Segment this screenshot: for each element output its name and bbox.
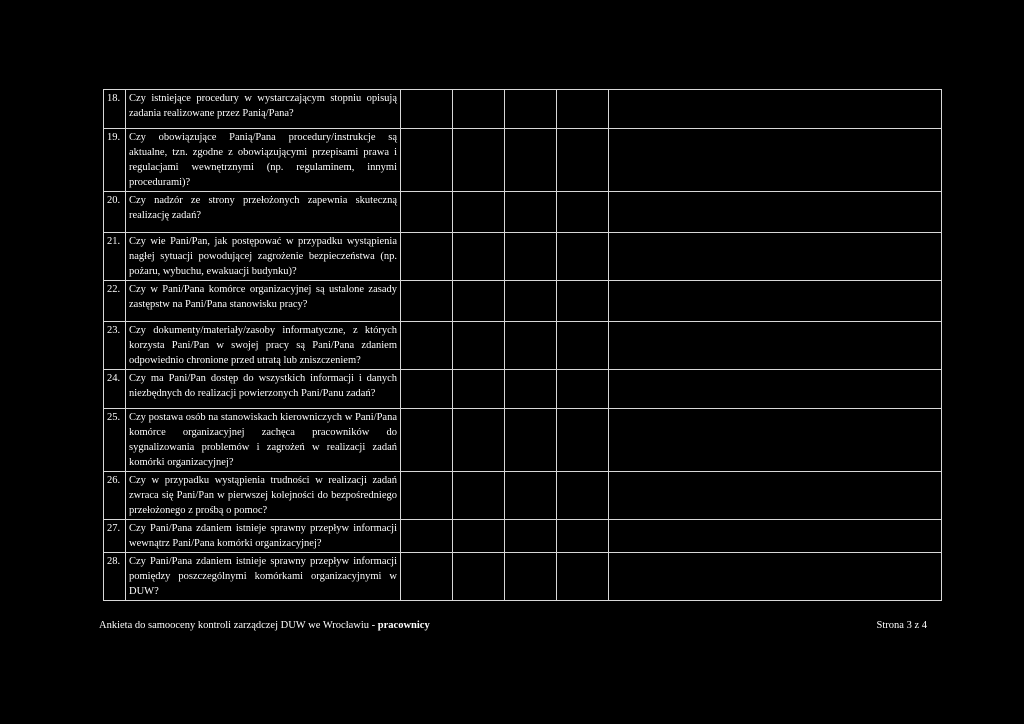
question-row [104,322,942,370]
comment-cell[interactable] [609,192,942,233]
question-number: 18. [104,90,126,129]
footer-title-text: Ankieta do samooceny kontroli zarządczej DUW we Wrocławiu - [99,620,378,631]
comment-cell[interactable] [609,520,942,553]
question-number: 24. [104,370,126,409]
question-text: Czy nadzór ze strony przełożonych zapewnia skuteczną realizację zadań? [126,192,401,233]
question-number: 28. [104,553,126,601]
question-row [104,192,942,233]
answer-checkbox-cell[interactable] [505,370,557,409]
answer-checkbox-cell[interactable] [401,233,453,281]
answer-checkbox-cell[interactable] [453,520,505,553]
question-number: 21. [104,233,126,281]
question-text: Czy obowiązujące Panią/Pana procedury/instrukcje są aktualne, tzn. zgodne z obowiązującymi przepisami prawa i regulacjami wewnętrznymi (np. regulaminem, innymi procedurami)? [126,129,401,192]
question-number: 26. [104,472,126,520]
answer-checkbox-cell[interactable] [557,192,609,233]
answer-checkbox-cell[interactable] [505,90,557,129]
question-text: Czy ma Pani/Pan dostęp do wszystkich informacji i danych niezbędnych do realizacji powierzonych Pani/Panu zadań? [126,370,401,409]
question-row [104,553,942,601]
question-text: Czy wie Pani/Pan, jak postępować w przypadku wystąpienia nagłej sytuacji powodującej zagrożenie bezpieczeństwa (np. pożaru, wybuchu, ewakuacji budynku)? [126,233,401,281]
answer-checkbox-cell[interactable] [505,322,557,370]
answer-checkbox-cell[interactable] [401,322,453,370]
question-row [104,520,942,553]
answer-checkbox-cell[interactable] [401,281,453,322]
answer-checkbox-cell[interactable] [505,520,557,553]
question-text: Czy w Pani/Pana komórce organizacyjnej są ustalone zasady zastępstw na Pani/Pana stanowisku pracy? [126,281,401,322]
answer-checkbox-cell[interactable] [505,192,557,233]
footer-document-title [99,620,430,631]
answer-checkbox-cell[interactable] [453,192,505,233]
comment-cell[interactable] [609,233,942,281]
answer-checkbox-cell[interactable] [401,520,453,553]
comment-cell[interactable] [609,553,942,601]
answer-checkbox-cell[interactable] [401,90,453,129]
question-text: Czy istniejące procedury w wystarczającym stopniu opisują zadania realizowane przez Panią/Pana? [126,90,401,129]
comment-cell[interactable] [609,281,942,322]
footer-title-bold: pracownicy [377,620,430,631]
footer-page-number: Strona 3 z 4 [876,620,927,631]
answer-checkbox-cell[interactable] [557,553,609,601]
comment-cell[interactable] [609,472,942,520]
answer-checkbox-cell[interactable] [557,520,609,553]
question-row [104,409,942,472]
question-row [104,129,942,192]
question-row [104,472,942,520]
question-number: 20. [104,192,126,233]
answer-checkbox-cell[interactable] [453,233,505,281]
answer-checkbox-cell[interactable] [453,129,505,192]
answer-checkbox-cell[interactable] [453,409,505,472]
answer-checkbox-cell[interactable] [401,553,453,601]
comment-cell[interactable] [609,370,942,409]
answer-checkbox-cell[interactable] [557,322,609,370]
answer-checkbox-cell[interactable] [557,409,609,472]
answer-checkbox-cell[interactable] [453,90,505,129]
answer-checkbox-cell[interactable] [557,129,609,192]
comment-cell[interactable] [609,90,942,129]
answer-checkbox-cell[interactable] [505,129,557,192]
question-number: 25. [104,409,126,472]
question-text: Czy Pani/Pana zdaniem istnieje sprawny przepływ informacji pomiędzy poszczególnymi komórkami organizacyjnymi w DUW? [126,553,401,601]
answer-checkbox-cell[interactable] [401,472,453,520]
answer-checkbox-cell[interactable] [557,370,609,409]
question-text: Czy dokumenty/materiały/zasoby informatyczne, z których korzysta Pani/Pan w swojej pracy są Pani/Pana zdaniem odpowiednio chronione przed utratą lub zniszczeniem? [126,322,401,370]
answer-checkbox-cell[interactable] [401,129,453,192]
question-text: Czy Pani/Pana zdaniem istnieje sprawny przepływ informacji wewnątrz Pani/Pana komórki organizacyjnej? [126,520,401,553]
answer-checkbox-cell[interactable] [453,472,505,520]
answer-checkbox-cell[interactable] [505,281,557,322]
answer-checkbox-cell[interactable] [505,553,557,601]
question-number: 19. [104,129,126,192]
answer-checkbox-cell[interactable] [505,233,557,281]
answer-checkbox-cell[interactable] [453,553,505,601]
comment-cell[interactable] [609,322,942,370]
answer-checkbox-cell[interactable] [453,370,505,409]
question-text: Czy w przypadku wystąpienia trudności w realizacji zadań zwraca się Pani/Pan w pierwszej kolejności do bezpośredniego przełożonego z prośbą o pomoc? [126,472,401,520]
question-text: Czy postawa osób na stanowiskach kierowniczych w Pani/Pana komórce organizacyjnej zachęca pracowników do sygnalizowania problemów i zagrożeń w realizacji zadań komórki organizacyjnej? [126,409,401,472]
answer-checkbox-cell[interactable] [401,192,453,233]
comment-cell[interactable] [609,409,942,472]
answer-checkbox-cell[interactable] [505,472,557,520]
answer-checkbox-cell[interactable] [557,281,609,322]
question-number: 22. [104,281,126,322]
answer-checkbox-cell[interactable] [505,409,557,472]
answer-checkbox-cell[interactable] [401,370,453,409]
answer-checkbox-cell[interactable] [453,281,505,322]
question-row [104,90,942,129]
answer-checkbox-cell[interactable] [453,322,505,370]
survey-table [103,89,942,601]
question-row [104,233,942,281]
answer-checkbox-cell[interactable] [401,409,453,472]
question-row [104,370,942,409]
answer-checkbox-cell[interactable] [557,90,609,129]
comment-cell[interactable] [609,129,942,192]
question-number: 23. [104,322,126,370]
answer-checkbox-cell[interactable] [557,472,609,520]
answer-checkbox-cell[interactable] [557,233,609,281]
question-row [104,281,942,322]
question-number: 27. [104,520,126,553]
